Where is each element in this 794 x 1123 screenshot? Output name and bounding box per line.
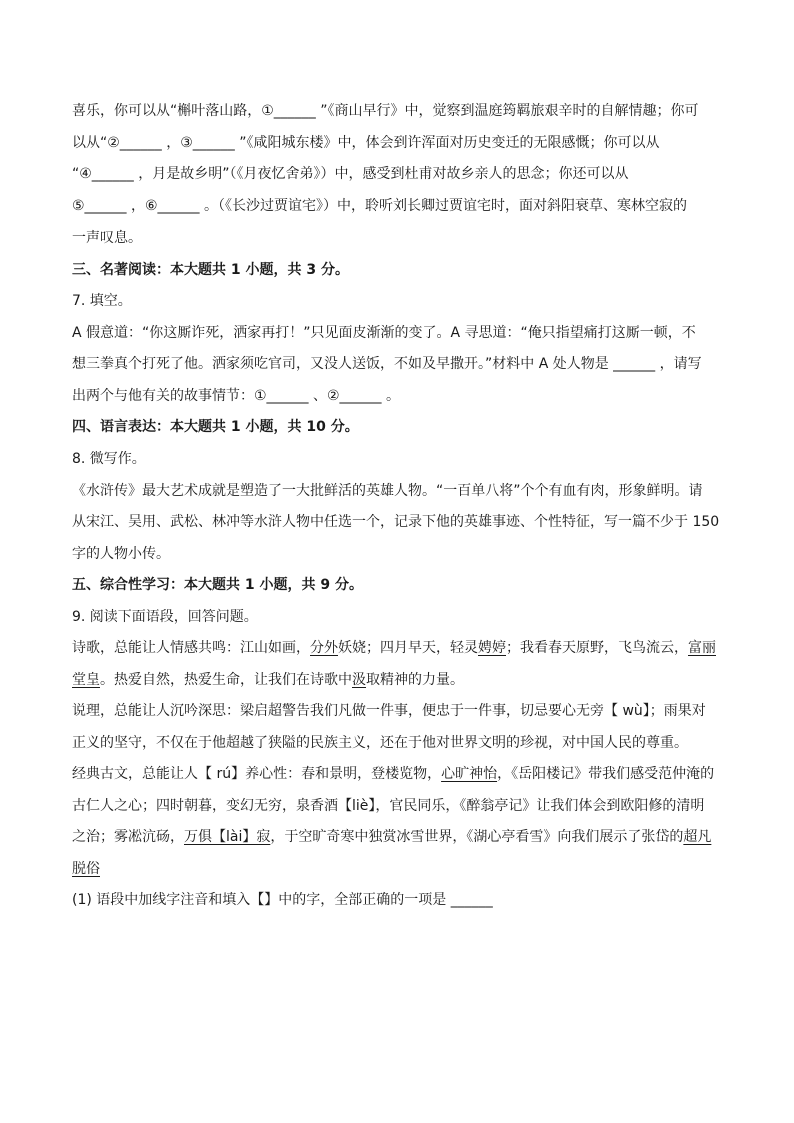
underlined-text: 分外 xyxy=(310,640,338,656)
text-line xyxy=(72,764,732,784)
text-line xyxy=(72,890,732,910)
text-segment: 经典古文，总能让人【 rú】养心性：春和景明，登楼览物， xyxy=(72,766,442,782)
text-line xyxy=(72,859,732,879)
text-segment: 9. 阅读下面语段，回答问题。 xyxy=(72,609,258,625)
text-segment: 说理，总能让人沉吟深思：梁启超警告我们凡做一件事，便忠于一件事，切忌要心无旁【 wù】；雨果对 xyxy=(72,703,706,719)
underlined-text: 堂皇 xyxy=(72,672,100,688)
text-segment: “④______ ，月是故乡明”（《月夜忆舍弟》）中，感受到杜甫对故乡亲人的思念；你还可以从 xyxy=(72,166,629,182)
text-segment: 诗歌，总能让人情感共鸣：江山如画， xyxy=(72,640,310,656)
underlined-text: 万俱【lài】寂 xyxy=(184,829,271,845)
text-line xyxy=(72,323,732,343)
text-segment: 正义的坚守，不仅在于他超越了狭隘的民族主义，还在于他对世界文明的珍视，对中国人民的尊重。 xyxy=(72,735,688,751)
text-segment: 《水浒传》最大艺术成就是塑造了一大批鲜活的英雄人物。“一百单八将”个个有血有肉，形象鲜明。请 xyxy=(72,483,703,499)
underlined-text: 娉婷 xyxy=(478,640,506,656)
text-segment: 妖娆；四月早天，轻灵 xyxy=(338,640,478,656)
text-segment: 古仁人之心；四时朝暮，变幻无穷，泉香酒【liè】，官民同乐，《醉翁亭记》让我们体会到欧阳修的清明 xyxy=(72,798,705,814)
underlined-text: 汲 xyxy=(352,672,366,688)
text-line xyxy=(72,101,732,121)
text-segment: 以从“②______ ，③______ ”《咸阳城东楼》中，体会到许浑面对历史变迁的无限感慨；你可以从 xyxy=(72,135,660,151)
text-line xyxy=(72,228,732,248)
text-line xyxy=(72,449,732,469)
text-segment: 8. 微写作。 xyxy=(72,451,146,467)
text-line xyxy=(72,544,732,564)
text-segment: 7. 填空。 xyxy=(72,293,132,309)
text-segment: A 假意道：“你这厮诈死，洒家再打！”只见面皮渐渐的变了。A 寻思道：“俺只指望痛打这厮一顿，不 xyxy=(72,325,696,341)
text-segment: 取精神的力量。 xyxy=(366,672,464,688)
text-line xyxy=(72,733,732,753)
underlined-text: 富丽 xyxy=(688,640,716,656)
section-heading xyxy=(72,417,732,437)
text-segment: 之治；雾凇沆砀， xyxy=(72,829,184,845)
text-segment: (1) 语段中加线字注音和填入【】中的字，全部正确的一项是 ______ xyxy=(72,892,493,908)
text-segment: 出两个与他有关的故事情节：①______ 、②______ 。 xyxy=(72,388,401,404)
text-segment: 字的人物小传。 xyxy=(72,546,170,562)
text-segment: ，《岳阳楼记》带我们感受范仲淹的 xyxy=(497,766,715,782)
text-line xyxy=(72,796,732,816)
text-line xyxy=(72,354,732,374)
underlined-text: 心旷神怡 xyxy=(441,766,498,782)
text-segment: ；我看春天原野，飞鸟流云， xyxy=(506,640,688,656)
section-heading xyxy=(72,575,732,595)
text-line xyxy=(72,164,732,184)
text-line xyxy=(72,638,732,658)
text-segment: 。热爱自然，热爱生命，让我们在诗歌中 xyxy=(100,672,352,688)
text-segment: 从宋江、吴用、武松、林冲等水浒人物中任选一个，记录下他的英雄事迹、个性特征，写一篇不少于 150 xyxy=(72,514,720,530)
text-segment: ，于空旷奇寒中独赏冰雪世界，《湖心亭看雪》向我们展示了张岱的 xyxy=(270,829,684,845)
text-line xyxy=(72,701,732,721)
section-heading xyxy=(72,260,732,280)
text-line xyxy=(72,133,732,153)
text-line xyxy=(72,481,732,501)
underlined-text: 超凡 xyxy=(683,829,712,845)
text-line xyxy=(72,291,732,311)
underlined-text: 脱俗 xyxy=(72,861,100,877)
text-segment: ⑤______ ，⑥______ 。（《长沙过贾谊宅》）中，聆听刘长卿过贾谊宅时，面对斜阳衰草、寒林空寂的 xyxy=(72,198,687,214)
text-segment: 喜乐，你可以从“槲叶落山路，①______ ”《商山早行》中，觉察到温庭筠羁旅艰辛时的自解情趣；你可 xyxy=(72,103,699,119)
text-segment: 三、名著阅读：本大题共 1 小题，共 3 分。 xyxy=(72,262,349,278)
text-line xyxy=(72,607,732,627)
text-line xyxy=(72,670,732,690)
text-line xyxy=(72,386,732,406)
text-line xyxy=(72,512,732,532)
text-segment: 五、综合性学习：本大题共 1 小题，共 9 分。 xyxy=(72,577,363,593)
text-segment: 想三拳真个打死了他。洒家须吃官司，又没人送饭，不如及早撒开。”材料中 A 处人物是 ______ ，请写 xyxy=(72,356,702,372)
text-line xyxy=(72,196,732,216)
text-segment: 四、语言表达：本大题共 1 小题，共 10 分。 xyxy=(72,419,359,435)
text-segment: 一声叹息。 xyxy=(72,230,142,246)
text-line xyxy=(72,827,732,847)
